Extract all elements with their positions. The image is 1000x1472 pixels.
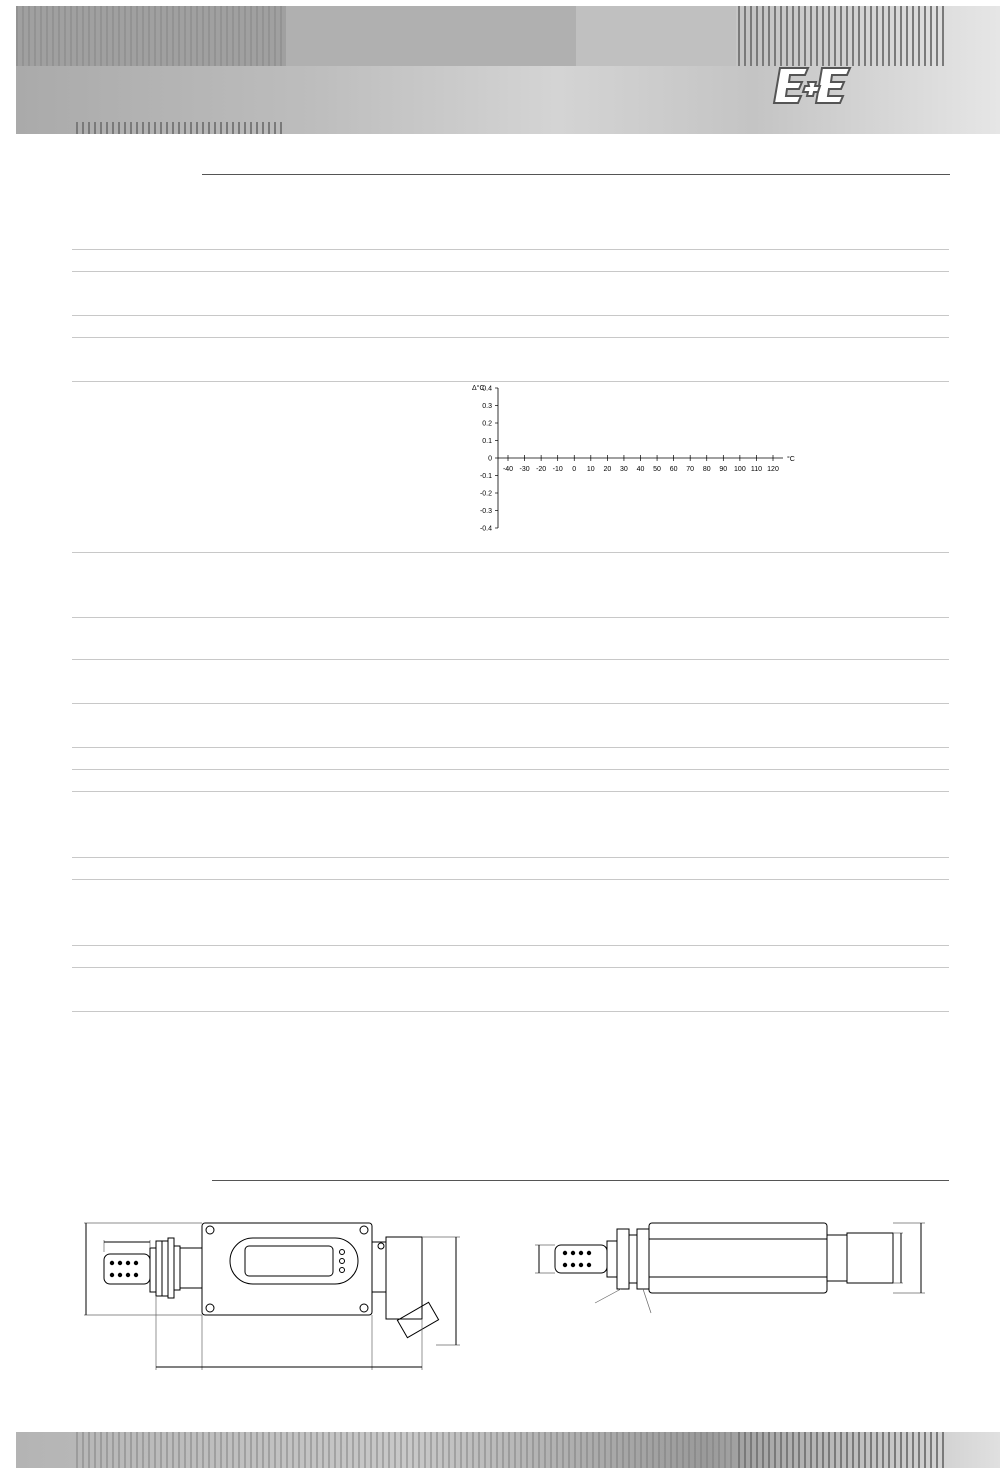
row-filter bbox=[72, 858, 949, 880]
title-rule bbox=[202, 174, 950, 175]
x-tick-label: 80 bbox=[702, 466, 711, 473]
row-accuracy bbox=[72, 250, 949, 272]
x-tick-label: -30 bbox=[519, 466, 530, 473]
x-tick-label: -40 bbox=[502, 466, 514, 473]
y-tick-label: 0.3 bbox=[482, 403, 492, 410]
y-tick-label: 0 bbox=[488, 455, 492, 463]
y-tick-label: -0.2 bbox=[479, 490, 492, 498]
x-axis-label: °C bbox=[787, 456, 795, 463]
x-tick-label: 40 bbox=[636, 466, 645, 473]
row-enclosure bbox=[72, 748, 949, 770]
row-outputs-2 bbox=[72, 596, 949, 618]
row-outputs-1 bbox=[72, 574, 949, 595]
x-tick-label: 120 bbox=[767, 466, 779, 473]
ee-logo bbox=[772, 66, 862, 106]
row-working-temp bbox=[72, 880, 949, 946]
dimension-drawing-front bbox=[60, 1210, 490, 1375]
row-pressure bbox=[72, 704, 949, 748]
x-tick-label: 50 bbox=[653, 466, 661, 473]
dimension-drawing-side bbox=[525, 1215, 955, 1355]
y-tick-label: -0.1 bbox=[479, 473, 492, 480]
y-axis-label: Δ°C bbox=[472, 385, 485, 392]
x-tick-label: 100 bbox=[734, 466, 746, 473]
row-temp-dependence bbox=[72, 272, 949, 316]
dimensions-rule bbox=[212, 1180, 949, 1181]
x-tick-label: 20 bbox=[603, 466, 612, 473]
x-tick-label: 60 bbox=[669, 466, 678, 473]
row-response-time bbox=[72, 316, 949, 338]
y-tick-label: 0.4 bbox=[482, 385, 492, 393]
y-tick-label: -0.4 bbox=[479, 525, 492, 533]
row-protection bbox=[72, 770, 949, 792]
x-tick-label: 70 bbox=[686, 466, 695, 473]
y-tick-label: -0.3 bbox=[479, 508, 492, 515]
page-footer-banner bbox=[16, 1432, 1000, 1468]
accuracy-chart bbox=[455, 380, 800, 540]
row-measuring-range bbox=[72, 228, 949, 250]
x-tick-label: 90 bbox=[719, 466, 728, 473]
row-emc bbox=[72, 968, 949, 1012]
x-tick-label: -10 bbox=[552, 466, 563, 473]
x-tick-label: 10 bbox=[586, 466, 595, 473]
row-oil-temp bbox=[72, 360, 949, 382]
row-electrical bbox=[72, 792, 949, 858]
y-tick-label: 0.2 bbox=[482, 420, 492, 428]
row-storage bbox=[72, 946, 949, 968]
x-tick-label: 30 bbox=[620, 466, 628, 473]
row-current-2 bbox=[72, 682, 949, 704]
x-tick-label: -20 bbox=[536, 466, 547, 473]
row-supply bbox=[72, 638, 949, 660]
x-tick-label: 0 bbox=[572, 466, 577, 473]
x-tick-label: 110 bbox=[750, 466, 763, 473]
y-tick-label: 0.1 bbox=[482, 438, 492, 445]
row-current-1 bbox=[72, 660, 949, 681]
